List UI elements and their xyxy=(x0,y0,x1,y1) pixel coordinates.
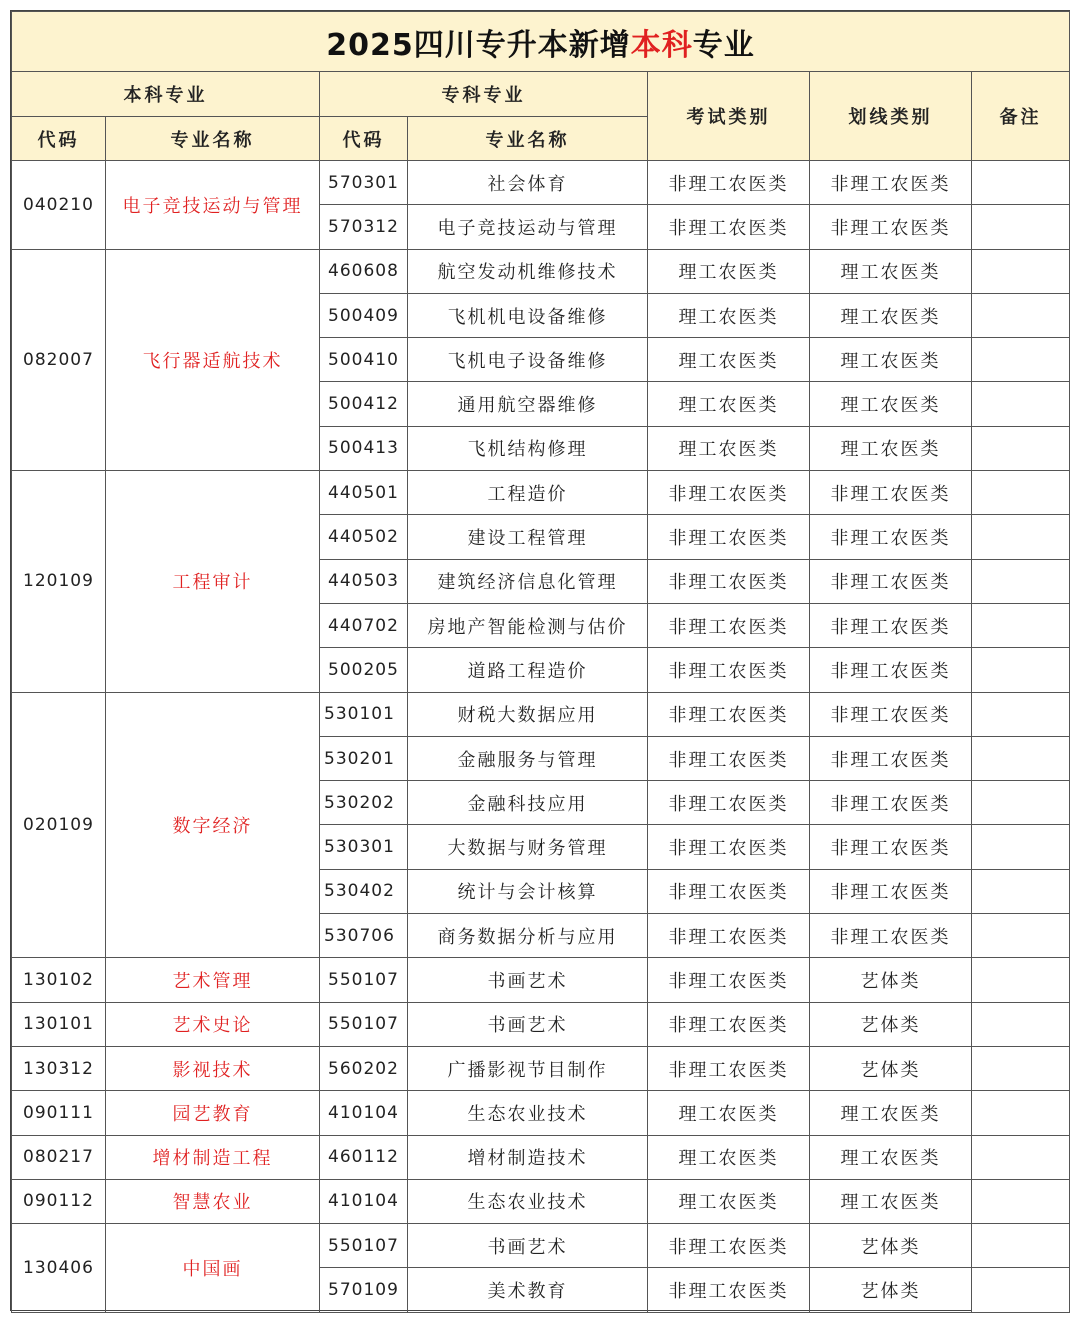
header-exam-category: 考试类别 xyxy=(648,72,810,161)
table-title xyxy=(12,12,1070,72)
junior-name-cell: 商务数据分析与应用 xyxy=(408,914,648,958)
undergrad-name-cell: 飞行器适航技术 xyxy=(106,249,320,470)
exam-category-cell: 理工农医类 xyxy=(648,293,810,337)
remark-cell xyxy=(972,1046,1070,1090)
junior-code-cell: 530301 xyxy=(320,825,408,869)
undergrad-code-cell: 040210 xyxy=(12,161,106,250)
exam-category-cell: 非理工农医类 xyxy=(648,736,810,780)
line-category-cell: 非理工农医类 xyxy=(810,205,972,249)
remark-cell xyxy=(972,559,1070,603)
junior-name-cell: 通用航空器维修 xyxy=(408,382,648,426)
line-category-cell: 非理工农医类 xyxy=(810,825,972,869)
junior-code-cell: 530202 xyxy=(320,781,408,825)
junior-name-cell: 飞机机电设备维修 xyxy=(408,293,648,337)
junior-name-cell: 美术教育 xyxy=(408,1268,648,1312)
junior-name-cell: 道路工程造价 xyxy=(408,648,648,692)
line-category-cell: 理工农医类 xyxy=(810,382,972,426)
undergrad-name-cell: 园艺教育 xyxy=(106,1091,320,1135)
undergrad-code-cell: 130312 xyxy=(12,1046,106,1090)
exam-category-cell: 理工农医类 xyxy=(648,338,810,382)
junior-code-cell: 500409 xyxy=(320,293,408,337)
line-category-cell: 理工农医类 xyxy=(810,293,972,337)
exam-category-cell: 理工农医类 xyxy=(648,1179,810,1223)
title-prefix: 2025四川专升本新增 xyxy=(326,27,631,63)
junior-name-cell: 飞机结构修理 xyxy=(408,426,648,470)
exam-category-cell: 理工农医类 xyxy=(648,1091,810,1135)
line-category-cell: 非理工农医类 xyxy=(810,471,972,515)
table-row xyxy=(12,471,1070,515)
exam-category-cell: 非理工农医类 xyxy=(648,515,810,559)
exam-category-cell: 非理工农医类 xyxy=(648,161,810,205)
line-category-cell: 非理工农医类 xyxy=(810,781,972,825)
junior-name-cell: 金融科技应用 xyxy=(408,781,648,825)
exam-category-cell: 理工农医类 xyxy=(648,1135,810,1179)
table-row xyxy=(12,958,1070,1002)
junior-code-cell: 500410 xyxy=(320,338,408,382)
title-suffix: 专业 xyxy=(692,27,755,63)
remark-cell xyxy=(972,515,1070,559)
remark-cell xyxy=(972,205,1070,249)
remark-cell xyxy=(972,1135,1070,1179)
junior-code-cell: 500205 xyxy=(320,648,408,692)
junior-code-cell: 570109 xyxy=(320,1268,408,1312)
junior-name-cell: 建设工程管理 xyxy=(408,515,648,559)
junior-name-cell: 书画艺术 xyxy=(408,1002,648,1046)
junior-name-cell: 书画艺术 xyxy=(408,1224,648,1268)
junior-code-cell: 500413 xyxy=(320,426,408,470)
junior-name-cell: 金融服务与管理 xyxy=(408,736,648,780)
junior-code-cell: 550107 xyxy=(320,958,408,1002)
exam-category-cell: 非理工农医类 xyxy=(648,1268,810,1312)
remark-cell xyxy=(972,338,1070,382)
exam-category-cell: 非理工农医类 xyxy=(648,958,810,1002)
line-category-cell: 艺体类 xyxy=(810,1002,972,1046)
junior-code-cell: 460608 xyxy=(320,249,408,293)
line-category-cell: 非理工农医类 xyxy=(810,648,972,692)
junior-name-cell: 广播影视节目制作 xyxy=(408,1046,648,1090)
undergrad-code-cell: 130102 xyxy=(12,958,106,1002)
header-undergrad-name: 专业名称 xyxy=(106,117,320,161)
remark-cell xyxy=(972,1002,1070,1046)
exam-category-cell: 非理工农医类 xyxy=(648,825,810,869)
remark-cell xyxy=(972,249,1070,293)
line-category-cell: 理工农医类 xyxy=(810,1179,972,1223)
remark-cell xyxy=(972,781,1070,825)
remark-cell xyxy=(972,648,1070,692)
exam-category-cell: 非理工农医类 xyxy=(648,559,810,603)
remark-cell xyxy=(972,1268,1070,1312)
line-category-cell: 非理工农医类 xyxy=(810,603,972,647)
exam-category-cell: 理工农医类 xyxy=(648,426,810,470)
junior-name-cell: 房地产智能检测与估价 xyxy=(408,603,648,647)
major-table-sheet xyxy=(10,10,1070,1311)
junior-code-cell: 530706 xyxy=(320,914,408,958)
table-row xyxy=(12,161,1070,205)
header-undergrad-group: 本科专业 xyxy=(12,72,320,117)
exam-category-cell: 非理工农医类 xyxy=(648,1002,810,1046)
junior-code-cell: 570301 xyxy=(320,161,408,205)
junior-code-cell: 440501 xyxy=(320,471,408,515)
junior-name-cell: 生态农业技术 xyxy=(408,1091,648,1135)
remark-cell xyxy=(972,603,1070,647)
undergrad-code-cell: 130406 xyxy=(12,1224,106,1313)
remark-cell xyxy=(972,293,1070,337)
line-category-cell: 非理工农医类 xyxy=(810,736,972,780)
junior-code-cell: 550107 xyxy=(320,1224,408,1268)
header-junior-code: 代码 xyxy=(320,117,408,161)
junior-code-cell: 440502 xyxy=(320,515,408,559)
table-row xyxy=(12,1002,1070,1046)
undergrad-name-cell: 中国画 xyxy=(106,1224,320,1313)
remark-cell xyxy=(972,1224,1070,1268)
undergrad-name-cell: 影视技术 xyxy=(106,1046,320,1090)
table-body xyxy=(12,161,1070,1313)
remark-cell xyxy=(972,1091,1070,1135)
header-junior-group: 专科专业 xyxy=(320,72,648,117)
junior-name-cell: 电子竞技运动与管理 xyxy=(408,205,648,249)
remark-cell xyxy=(972,471,1070,515)
line-category-cell: 艺体类 xyxy=(810,1224,972,1268)
junior-code-cell: 530101 xyxy=(320,692,408,736)
line-category-cell: 非理工农医类 xyxy=(810,869,972,913)
undergrad-name-cell: 艺术史论 xyxy=(106,1002,320,1046)
undergrad-name-cell: 艺术管理 xyxy=(106,958,320,1002)
junior-name-cell: 生态农业技术 xyxy=(408,1179,648,1223)
remark-cell xyxy=(972,382,1070,426)
table-row xyxy=(12,692,1070,736)
junior-code-cell: 440702 xyxy=(320,603,408,647)
remark-cell xyxy=(972,869,1070,913)
exam-category-cell: 非理工农医类 xyxy=(648,1224,810,1268)
junior-name-cell: 财税大数据应用 xyxy=(408,692,648,736)
junior-code-cell: 550107 xyxy=(320,1002,408,1046)
exam-category-cell: 非理工农医类 xyxy=(648,869,810,913)
undergrad-code-cell: 090111 xyxy=(12,1091,106,1135)
junior-code-cell: 500412 xyxy=(320,382,408,426)
major-table xyxy=(11,11,1070,1313)
junior-name-cell: 飞机电子设备维修 xyxy=(408,338,648,382)
undergrad-code-cell: 020109 xyxy=(12,692,106,958)
header-undergrad-code: 代码 xyxy=(12,117,106,161)
exam-category-cell: 非理工农医类 xyxy=(648,914,810,958)
title-highlight: 本科 xyxy=(630,27,693,63)
remark-cell xyxy=(972,958,1070,1002)
line-category-cell: 理工农医类 xyxy=(810,338,972,382)
undergrad-name-cell: 智慧农业 xyxy=(106,1179,320,1223)
line-category-cell: 非理工农医类 xyxy=(810,515,972,559)
undergrad-name-cell: 工程审计 xyxy=(106,471,320,692)
remark-cell xyxy=(972,1179,1070,1223)
table-row xyxy=(12,1224,1070,1268)
junior-code-cell: 440503 xyxy=(320,559,408,603)
remark-cell xyxy=(972,161,1070,205)
line-category-cell: 非理工农医类 xyxy=(810,692,972,736)
header-line-category: 划线类别 xyxy=(810,72,972,161)
table-row xyxy=(12,1091,1070,1135)
junior-code-cell: 410104 xyxy=(320,1091,408,1135)
table-row xyxy=(12,1046,1070,1090)
line-category-cell: 理工农医类 xyxy=(810,426,972,470)
junior-name-cell: 书画艺术 xyxy=(408,958,648,1002)
exam-category-cell: 非理工农医类 xyxy=(648,1046,810,1090)
exam-category-cell: 理工农医类 xyxy=(648,249,810,293)
table-row xyxy=(12,1179,1070,1223)
junior-name-cell: 增材制造技术 xyxy=(408,1135,648,1179)
undergrad-code-cell: 082007 xyxy=(12,249,106,470)
line-category-cell: 非理工农医类 xyxy=(810,161,972,205)
junior-code-cell: 410104 xyxy=(320,1179,408,1223)
junior-code-cell: 560202 xyxy=(320,1046,408,1090)
junior-name-cell: 工程造价 xyxy=(408,471,648,515)
table-row xyxy=(12,249,1070,293)
line-category-cell: 艺体类 xyxy=(810,958,972,1002)
remark-cell xyxy=(972,692,1070,736)
remark-cell xyxy=(972,426,1070,470)
junior-name-cell: 社会体育 xyxy=(408,161,648,205)
exam-category-cell: 非理工农医类 xyxy=(648,205,810,249)
table-row xyxy=(12,1135,1070,1179)
line-category-cell: 非理工农医类 xyxy=(810,559,972,603)
line-category-cell: 理工农医类 xyxy=(810,249,972,293)
junior-code-cell: 530201 xyxy=(320,736,408,780)
undergrad-name-cell: 电子竞技运动与管理 xyxy=(106,161,320,250)
exam-category-cell: 非理工农医类 xyxy=(648,648,810,692)
line-category-cell: 非理工农医类 xyxy=(810,914,972,958)
undergrad-code-cell: 120109 xyxy=(12,471,106,692)
exam-category-cell: 非理工农医类 xyxy=(648,781,810,825)
junior-name-cell: 建筑经济信息化管理 xyxy=(408,559,648,603)
header-remarks: 备注 xyxy=(972,72,1070,161)
remark-cell xyxy=(972,736,1070,780)
junior-code-cell: 570312 xyxy=(320,205,408,249)
undergrad-name-cell: 数字经济 xyxy=(106,692,320,958)
exam-category-cell: 非理工农医类 xyxy=(648,692,810,736)
undergrad-code-cell: 080217 xyxy=(12,1135,106,1179)
undergrad-code-cell: 090112 xyxy=(12,1179,106,1223)
line-category-cell: 理工农医类 xyxy=(810,1135,972,1179)
junior-name-cell: 统计与会计核算 xyxy=(408,869,648,913)
undergrad-code-cell: 130101 xyxy=(12,1002,106,1046)
junior-code-cell: 530402 xyxy=(320,869,408,913)
line-category-cell: 艺体类 xyxy=(810,1046,972,1090)
exam-category-cell: 非理工农医类 xyxy=(648,471,810,515)
junior-code-cell: 460112 xyxy=(320,1135,408,1179)
junior-name-cell: 航空发动机维修技术 xyxy=(408,249,648,293)
junior-name-cell: 大数据与财务管理 xyxy=(408,825,648,869)
line-category-cell: 艺体类 xyxy=(810,1268,972,1312)
header-junior-name: 专业名称 xyxy=(408,117,648,161)
remark-cell xyxy=(972,914,1070,958)
line-category-cell: 理工农医类 xyxy=(810,1091,972,1135)
remark-cell xyxy=(972,825,1070,869)
exam-category-cell: 理工农医类 xyxy=(648,382,810,426)
undergrad-name-cell: 增材制造工程 xyxy=(106,1135,320,1179)
exam-category-cell: 非理工农医类 xyxy=(648,603,810,647)
